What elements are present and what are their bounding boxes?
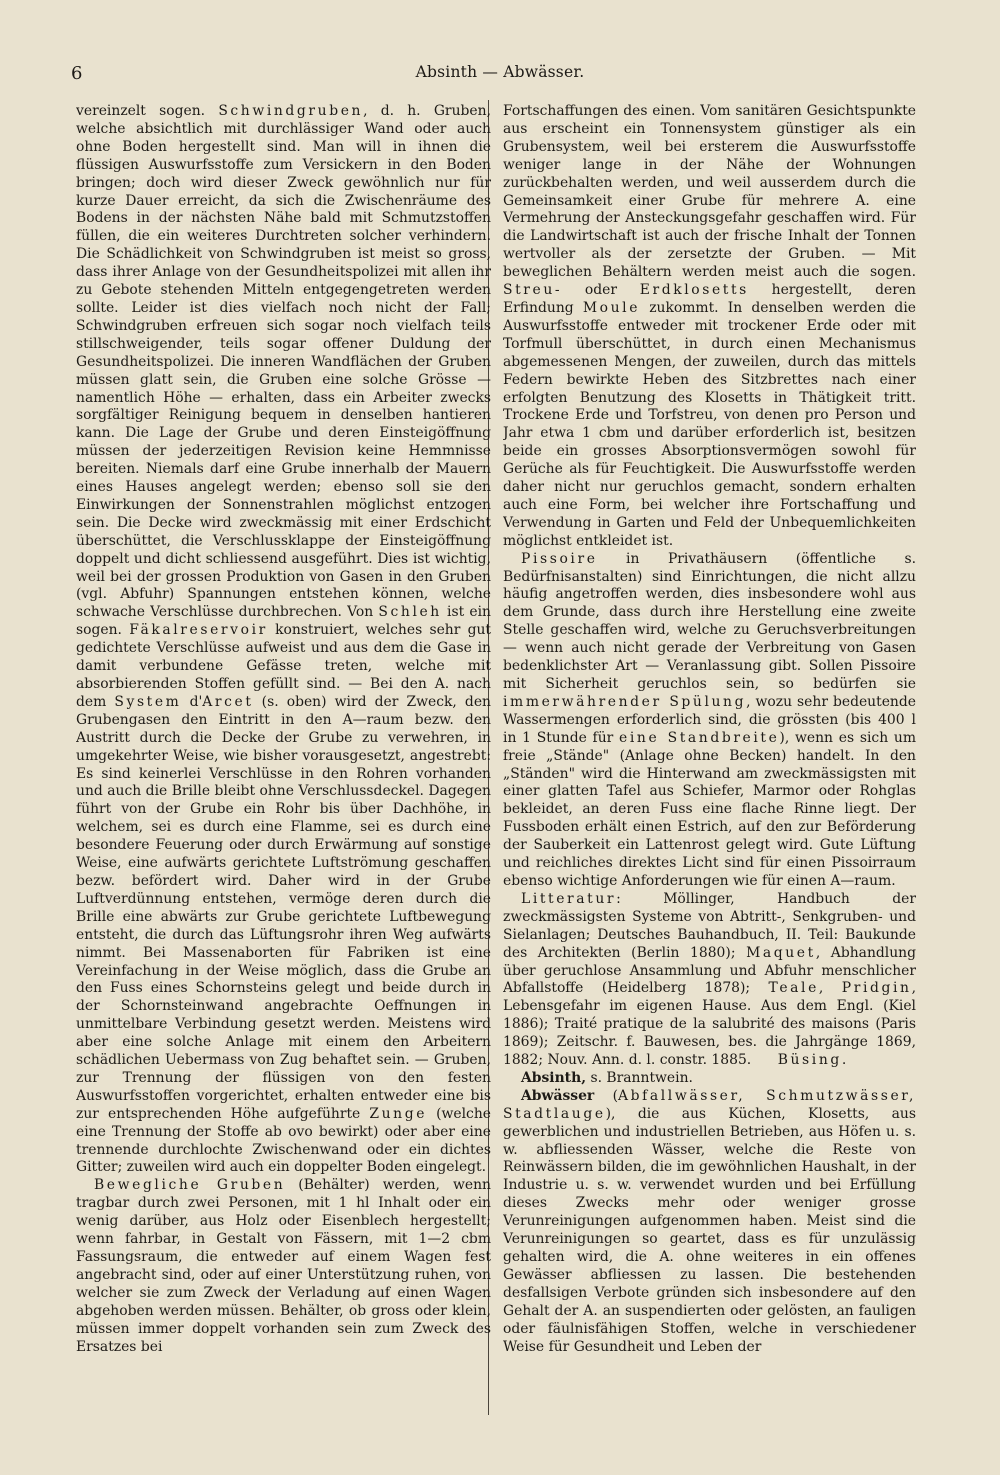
paragraph-tonnensystem: Fortschaffungen des einen. Vom sanitären Gesichtspunkte aus erscheint ein Tonnensystem günstiger als ein Grubensystem, weil bei ersterem die Auswurfsstoffe weniger lange in der Nähe der Wohnungen zurückbehalten werden, und weil ausserdem durch die Gemeinsamkeit einer Grube für mehrere A. eine Vermehrung der Ansteckungsgefahr geschaffen wird. Für die Landwirtschaft ist auch der frische Inhalt der Tonnen wertvoller als der zersetzte der Gruben. — Mit beweglichen Behältern werden meist auch die sogen. Streu- oder Erdklosetts hergestellt, deren Erfindung Moule zukommt. In denselben werden die Auswurfsstoffe entweder mit trockener Erde oder mit Torfmull überschüttet, in durch einen Mechanismus abgemessenen Mengen, der zuweilen, durch das mittels Federn bewirkte Heben des Sitzbrettes nach einer erfolgten Benutzung des Klosetts in Thätigkeit tritt. Trockene Erde und Torfstreu, von denen pro Person und Jahr etwa 1 cbm und darüber erforderlich ist, besitzen beide ein grosses Absorptionsvermögen sowohl für Gerüche als für Feuchtigkeit. Die Auswurfsstoffe werden daher nicht nur geruchlos gemacht, sondern erhalten auch eine Form, bei welcher ihre Fortschaffung und Verwendung in Garten und Feld der Unbequemlichkeiten möglichst entkleidet ist. [503, 103, 916, 549]
term-abfallwaesser: Abfallwässer, Schmutzwässer, Stadtlauge [503, 1087, 916, 1122]
term-system: System [114, 693, 182, 710]
term-eine-standbreite: eine Standbreite [619, 729, 780, 746]
entry-absinth: Absinth, s. Branntwein. [521, 1069, 693, 1086]
left-column [76, 103, 491, 1423]
name-moule: Moule [582, 299, 641, 316]
author-signature: Büsing. [777, 1052, 849, 1069]
entry-abwaesser: Abwässer (Abfallwässer, Schmutzwässer, Stadtlauge), die aus Küchen, Klosetts, aus gewerblichen und industriellen Betrieben, aus Höfen u. s. w. abfliessenden Wässer, welche die Reste von Reinwässern bilden, die im gewöhnlichen Haushalt, in der Industrie u. s. w. verwendet wurden und bei Erfüllung dieses Zwecks mehr oder weniger grosse Verunreinigungen aufgenommen haben. Meist sind die Verunreinigungen so geartet, dass es für unzulässig gehalten wird, die A. ohne weiteres in ein offenes Gewässer abfliessen zu lassen. Die bestehenden desfallsigen Verbote gründen sich insbesondere auf den Gehalt der A. an suspendierten oder gelösten, an fauligen oder fäulnisfähigen Stoffen, welche in verschiedener Weise für Gesundheit und Leben der [503, 1087, 916, 1355]
paragraph-bewegliche-gruben: Bewegliche Gruben (Behälter) werden, wenn tragbar durch zwei Personen, mit 1 hl Inhalt oder ein wenig darüber, aus Holz oder Eisenblech hergestellt; wenn fahrbar, in Gestalt von Fässern, mit 1—2 cbm Fassungsraum, die entweder auf einem Wagen fest angebracht sind, oder auf einer Unterstützung ruhen, von welcher sie zum Zweck der Verladung auf einen Wagen abgehoben werden müssen. Behälter, ob gross oder klein, müssen immer doppelt vorhanden sein zum Zweck des Ersatzes bei [76, 1177, 491, 1355]
paragraph-pissoire: Pissoire in Privathäusern (öffentliche s. Bedürfnisanstalten) sind Einrichtungen, die nicht allzu häufig angetroffen werden, dies insbesondere wohl aus dem Grunde, dass durch ihre Herstellung eine zweite Stelle geschaffen wird, welche zu Geruchsverbreitungen — wenn auch nicht gerade der Verbreitung von Gasen bedenklichster Art — Veranlassung gibt. Sollen Pissoire mit Sicherheit geruchlos sein, so bedürfen sie immerwährender Spülung, wozu sehr bedeutende Wassermengen erforderlich sind, die grössten (bis 400 l in 1 Stunde für eine Standbreite), wenn es sich um freie „Stände" (Anlage ohne Becken) handelt. In den „Ständen" wird die Hinterwand am zweckmässigsten mit einer glatten Tafel aus Schiefer, Marmor oder Rohglas bekleidet, an deren Fuss eine flache Rinne liegt. Der Fussboden erhält einen Estrich, auf den zur Beförderung der Sauberkeit ein Lattenrost gelegt wird. Gute Lüftung und reichliches direktes Licht sind für einen Pissoirraum ebenso wichtige Anforderungen wie für einen A—raum. [503, 550, 916, 889]
term-immerwaehrender-spuelung: immerwährender Spülung [503, 693, 747, 710]
running-head: Absinth — Abwässer. [415, 63, 585, 81]
right-column [503, 103, 916, 1423]
name-pridgin: Pridgin [841, 980, 912, 997]
term-streu: Streu- [503, 282, 563, 299]
term-schwindgruben: Schwindgruben [218, 103, 364, 119]
term-erdklosetts: Erdklosetts [639, 282, 749, 299]
page-number: 6 [71, 63, 83, 84]
headword-absinth: Absinth, [521, 1069, 587, 1086]
term-faekalreservoir: Fäkalreservoir [129, 622, 268, 639]
term-litteratur: Litteratur [521, 890, 617, 907]
name-arcet: Arcet [202, 693, 254, 710]
name-schleh: Schleh [378, 604, 442, 621]
term-bewegliche-gruben: Bewegliche Gruben [94, 1177, 286, 1194]
paragraph-litteratur: Litteratur: Möllinger, Handbuch der zweckmässigsten Systeme von Abtritt-, Senkgruben- und Sielanlagen; Deutsches Bauhandbuch, II. Teil: Baukunde des Architekten (Berlin 1880); Maquet, Abhandlung über geruchlose Ansammlung und Abfuhr menschlicher Abfallstoffe (Heidelberg 1878); Teale, Pridgin, Lebensgefahr im eigenen Hause. Aus dem Engl. (Kiel 1886); Traité pratique de la salubrité des maisons (Paris 1869); Zeitschr. f. Bauwesen, bes. die Jahrgänge 1869, 1882; Nouv. Ann. d. l. constr. 1885. Büsing. [503, 890, 916, 1069]
paragraph-schwindgruben: vereinzelt sogen. Schwindgruben, d. h. Gruben, welche absichtlich mit durchlässiger Wand oder auch ohne Boden hergestellt sind. Man will in ihnen die flüssigen Auswurfsstoffe zum Versickern in den Boden bringen; doch wird dieser Zweck gewöhnlich nur für kurze Dauer erreicht, da sich die Zwischenräume des Bodens in der nächsten Nähe bald mit Schmutzstoffen füllen, die ein weiteres Durchtreten solcher verhindern. Die Schädlichkeit von Schwindgruben ist meist so gross, dass ihrer Anlage von der Gesundheitspolizei mit allen ihr zu Gebote stehenden Mitteln entgegengetreten werden sollte. Leider ist dies vielfach noch nicht der Fall; Schwindgruben erfreuen sich sogar noch vielfach teils stillschweigender, teils sogar offener Duldung der Gesundheitspolizei. Die inneren Wandflächen der Gruben müssen glatt sein, die Gruben eine solche Grösse — namentlich Höhe — erhalten, dass ein Arbeiter zwecks sorgfältiger Reinigung bequem in denselben hantieren kann. Die Lage der Grube und deren Einsteigöffnung müssen der jederzeitigen Revision keine Hemmnisse bereiten. Niemals darf eine Grube innerhalb der Mauern eines Hauses angelegt werden; ebenso soll sie den Einwirkungen der Sonnenstrahlen möglichst entzogen sein. Die Decke wird zweckmässig mit einer Erdschicht überschüttet, die Verschlussklappe der Einsteigöffnung doppelt und dicht schliessend ausgeführt. Dies ist wichtig, weil bei der grossen Produktion von Gasen in den Gruben (vgl. Abfuhr) Spannungen entstehen können, welche schwache Verschlüsse durchbrechen. Von Schleh ist ein sogen. Fäkalreservoir konstruiert, welches sehr gut gedichtete Verschlüsse aufweist und aus dem die Gase in damit verbundene Gefässe treten, welche mit absorbierenden Stoffen gefüllt sind. — Bei den A. nach dem System d'Arcet (s. oben) wird der Zweck, den Grubengasen den Eintritt in den A—raum bezw. den Austritt durch die Decke der Grube zu verwehren, in umgekehrter Weise, wie bisher vorausgesetzt, angestrebt: Es sind keinerlei Verschlüsse in den Rohren vorhanden und auch die Brille bleibt ohne Verschlussdeckel. Dagegen führt von der Grube ein Rohr bis über Dachhöhe, in welchem, sei es durch eine Flamme, sei es durch eine besondere Feuerung oder durch Erwärmung auf sonstige Weise, eine aufwärts gerichtete Luftströmung geschaffen bezw. befördert wird. Daher wird in der Grube Luftverdünnung entstehen, vermöge deren durch die Brille eine abwärts zur Grube gerichtete Luftbewegung entsteht, die durch das Lüftungsrohr ihren Weg aufwärts nimmt. Bei Massenaborten für Fabriken ist eine Vereinfachung in der Weise möglich, dass die Grube an den Fuss eines Schornsteins gelegt und beide durch in der Schornsteinwand angebrachte Oeffnungen in unmittelbare Verbindung gesetzt werden. Meistens wird aber eine solche Anlage mit einem den Arbeitern schädlichen Uebermass von Zug behaftet sein. — Gruben, zur Trennung der flüssigen von den festen Auswurfsstoffen vorgerichtet, erhalten entweder eine bis zur entsprechenden Höhe aufgeführte Zunge (welche eine Trennung der Stoffe ab ovo bewirkt) oder aber eine trennende durchlochte Zwischenwand oder ein dichtes Gitter; zuweilen wird auch ein doppelter Boden eingelegt. [76, 103, 491, 1176]
name-teale: Teale [768, 980, 819, 997]
term-pissoire: Pissoire [521, 550, 598, 567]
name-maquet: Maquet [746, 944, 816, 961]
headword-abwaesser: Abwässer [521, 1087, 595, 1104]
term-zunge: Zunge [369, 1105, 428, 1122]
